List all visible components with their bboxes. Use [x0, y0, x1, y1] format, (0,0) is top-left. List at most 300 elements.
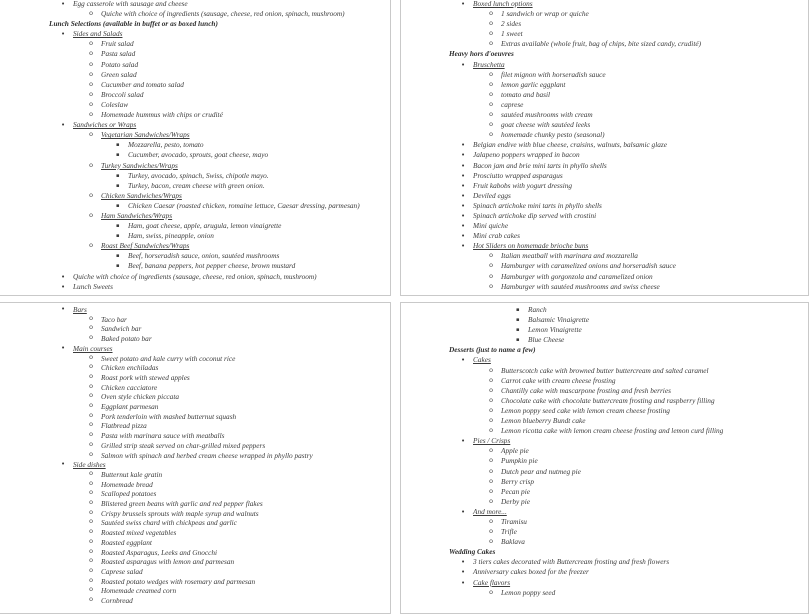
list-item-text: Anniversary cakes boxed for the freezer: [473, 567, 589, 577]
bullet-marker: o: [89, 596, 94, 605]
list-item: [449, 251, 761, 261]
list-item-text: filet mignon with horseradish sauce: [501, 69, 606, 79]
list-item: [49, 548, 366, 558]
bullet-marker: o: [489, 528, 494, 537]
list-item: [449, 130, 761, 140]
list-item: [49, 509, 366, 519]
list-item: [49, 480, 366, 490]
list-item: [49, 29, 366, 39]
bullet-marker: •: [461, 60, 466, 69]
list-item-text: Sides and Salads: [73, 29, 123, 39]
list-item: [49, 241, 366, 251]
list-item: [449, 588, 761, 598]
list-item-text: Deviled eggs: [473, 190, 511, 200]
list-item: [49, 9, 366, 19]
list-item-text: Baked potato bar: [101, 334, 152, 344]
list-item: [49, 251, 366, 261]
list-item: [49, 161, 366, 171]
bullet-marker: •: [461, 161, 466, 170]
list-item-text: Chicken Sandwiches/Wraps: [101, 190, 182, 200]
list-item-text: Italian meatball with marinara and mozzarella: [501, 251, 638, 261]
bullet-marker: o: [489, 262, 494, 271]
list-item: [49, 354, 366, 364]
list-item-text: Jalapeno poppers wrapped in bacon: [473, 150, 580, 160]
list-item-text: Oven style chicken piccata: [101, 392, 179, 402]
bullet-marker: o: [489, 477, 494, 486]
bullet-marker: o: [89, 431, 94, 440]
list-item-text: Chicken cacciatore: [101, 382, 158, 392]
list-item: [449, 305, 761, 315]
bullet-marker: •: [461, 232, 466, 241]
list-item: [449, 49, 761, 59]
bullet-marker: •: [61, 460, 66, 469]
list-item-text: Green salad: [101, 69, 137, 79]
list-item-text: Roasted mixed vegetables: [101, 528, 177, 538]
bullet-marker: o: [489, 30, 494, 39]
list-item: [449, 211, 761, 221]
list-item-text: Beef, horseradish sauce, onion, sautéed mushrooms: [128, 251, 280, 261]
list-item: [49, 460, 366, 470]
list-item-text: Homemade bread: [101, 479, 153, 489]
bullet-marker: •: [461, 0, 466, 8]
bullet-marker: o: [89, 479, 94, 488]
list-item: [49, 596, 366, 606]
bullet-marker: o: [89, 50, 94, 59]
list-item: [49, 191, 366, 201]
bullet-marker: o: [89, 242, 94, 251]
bullet-marker: o: [89, 324, 94, 333]
list-item: [449, 150, 761, 160]
list-item-text: Heavy hors d'oeuvres: [449, 49, 514, 59]
bullet-marker: o: [89, 518, 94, 527]
list-item: [49, 130, 366, 140]
bullet-marker: o: [489, 282, 494, 291]
list-item-text: Carrot cake with cream cheese frosting: [501, 375, 616, 385]
bullet-marker: o: [489, 588, 494, 597]
list-item: [449, 80, 761, 90]
bullet-marker: o: [489, 272, 494, 281]
bullet-marker: •: [461, 558, 466, 567]
bullet-marker: o: [89, 469, 94, 478]
document-page-top-right[interactable]: [400, 0, 809, 296]
page-content: [0, 303, 390, 606]
list-item-text: Roasted potato wedges with rosemary and parmesan: [101, 576, 256, 586]
list-item-text: Prosciutto wrapped asparagus: [473, 170, 563, 180]
bullet-marker: o: [89, 528, 94, 537]
list-item: [449, 467, 761, 477]
list-item-text: Mini quiche: [473, 221, 509, 231]
list-item: [449, 39, 761, 49]
list-item-text: Cake flavors: [473, 577, 511, 587]
list-item: [449, 507, 761, 517]
list-item: [449, 272, 761, 282]
list-item: [49, 80, 366, 90]
list-item-text: Extras available (whole fruit, bag of chips, bite sized candy, crudité): [501, 39, 702, 49]
list-item: [449, 120, 761, 130]
bullet-marker: o: [89, 363, 94, 372]
list-item-text: Hamburger with sautéed mushrooms and swiss cheese: [501, 281, 660, 291]
list-item-text: Chicken Caesar (roasted chicken, romaine lettuce, Caesar dressing, parmesan): [128, 200, 360, 210]
list-item-text: Potato salad: [101, 59, 139, 69]
list-item-text: 1 sandwich or wrap or quiche: [501, 9, 589, 19]
list-item: [449, 547, 761, 557]
list-item-text: Crispy brussels sprouts with maple syrup and walnuts: [101, 508, 259, 518]
list-item: [49, 150, 366, 160]
bullet-marker: o: [89, 576, 94, 585]
list-item-text: 1 sweet: [501, 29, 523, 39]
list-item-text: Salmon with spinach and herbed cream cheese wrapped in phyllo pastry: [101, 450, 313, 460]
list-item: [449, 376, 761, 386]
list-item: [449, 366, 761, 376]
bullet-marker: o: [489, 40, 494, 49]
list-item-text: Roasted asparagus with lemon and parmesan: [101, 557, 235, 567]
bullet-marker: o: [89, 131, 94, 140]
list-item-text: Coleslaw: [101, 99, 129, 109]
bullet-marker: o: [89, 60, 94, 69]
list-item: [49, 272, 366, 282]
list-item-text: Beef, banana peppers, hot pepper cheese, brown mustard: [128, 261, 296, 271]
list-item: [449, 110, 761, 120]
bullet-marker: ▪: [116, 172, 120, 179]
list-item-text: Chantilly cake with mascarpone frosting and fresh berries: [501, 385, 671, 395]
list-item: [49, 60, 366, 70]
list-item: [449, 241, 761, 251]
list-item: [49, 383, 366, 393]
bullet-marker: •: [461, 181, 466, 190]
bullet-marker: o: [89, 557, 94, 566]
bullet-marker: o: [89, 586, 94, 595]
bullet-marker: o: [489, 366, 494, 375]
bullet-marker: •: [461, 242, 466, 251]
list-item: [49, 39, 366, 49]
bullet-marker: o: [89, 566, 94, 575]
list-item-text: Spinach artichoke dip served with crostini: [473, 210, 597, 220]
bullet-marker: o: [89, 440, 94, 449]
bullet-marker: o: [489, 417, 494, 426]
list-item: [449, 60, 761, 70]
list-item: [49, 305, 366, 315]
list-item: [449, 446, 761, 456]
list-item: [449, 345, 761, 355]
list-item-text: Roasted eggplant: [101, 537, 152, 547]
bullet-marker: o: [89, 314, 94, 323]
bullet-marker: o: [89, 547, 94, 556]
list-item: [449, 436, 761, 446]
list-item-text: Ham Sandwiches/Wraps: [101, 210, 173, 220]
list-item-text: tomato and basil: [501, 89, 551, 99]
list-item-text: Cucumber, avocado, sprouts, goat cheese, mayo: [128, 150, 269, 160]
list-item-text: Roast pork with stewed apples: [101, 372, 190, 382]
list-item-text: Bars: [73, 305, 87, 314]
list-item-text: Quiche with choice of ingredients (sausage, cheese, red onion, spinach, mushroom): [101, 9, 345, 19]
list-item-text: Fruit salad: [101, 39, 134, 49]
bullet-marker: o: [89, 111, 94, 120]
bullet-marker: o: [489, 386, 494, 395]
list-item: [49, 324, 366, 334]
list-item-text: Mozzarella, pesto, tomato: [128, 140, 204, 150]
list-item: [49, 431, 366, 441]
list-item-text: Pumpkin pie: [501, 456, 538, 466]
list-item: [49, 557, 366, 567]
list-item: [49, 344, 366, 354]
list-item-text: Turkey Sandwiches/Wraps: [101, 160, 178, 170]
bullet-marker: o: [489, 111, 494, 120]
bullet-marker: o: [489, 487, 494, 496]
bullet-marker: •: [461, 578, 466, 587]
list-item-text: 2 sides: [501, 19, 522, 29]
bullet-marker: o: [489, 538, 494, 547]
list-item: [449, 497, 761, 507]
bullet-marker: •: [61, 282, 66, 291]
list-item-text: Pork tenderloin with mashed butternut squash: [101, 411, 237, 421]
list-item-text: Mini crab cakes: [473, 231, 521, 241]
list-item-text: Broccoli salad: [101, 89, 144, 99]
list-item: [49, 221, 366, 231]
list-item-text: homemade chunky pesto (seasonal): [501, 130, 605, 140]
bullet-marker: o: [89, 489, 94, 498]
list-item-text: Pies / Crisps: [473, 436, 511, 446]
bullet-marker: o: [489, 80, 494, 89]
list-item-text: Caprese salad: [101, 566, 143, 576]
list-item: [49, 451, 366, 461]
list-item: [449, 201, 761, 211]
bullet-marker: •: [461, 356, 466, 365]
bullet-marker: o: [89, 161, 94, 170]
list-item-text: Bacon jam and brie mini tarts in phyllo shells: [473, 160, 607, 170]
list-item-text: Lemon Vinaigrette: [528, 325, 582, 335]
list-item: [449, 191, 761, 201]
list-item-text: Scalloped potatoes: [101, 489, 157, 499]
list-item: [49, 90, 366, 100]
bullet-marker: o: [89, 450, 94, 459]
bullet-marker: •: [61, 30, 66, 39]
bullet-marker: ▪: [516, 327, 520, 334]
document-page-bottom-right[interactable]: [400, 302, 809, 614]
list-item: [449, 426, 761, 436]
bullet-marker: o: [489, 100, 494, 109]
list-item: [449, 100, 761, 110]
list-item-text: Spinach artichoke mini tarts in phyllo shells: [473, 200, 602, 210]
bullet-marker: ▪: [516, 307, 520, 313]
list-item: [449, 282, 761, 292]
bullet-marker: o: [489, 406, 494, 415]
list-item-text: Ham, goat cheese, apple, arugula, lemon vinaigrette: [128, 221, 282, 231]
list-item: [49, 567, 366, 577]
list-item: [49, 282, 366, 292]
list-item-text: Chocolate cake with chocolate buttercream frosting and raspberry filling: [501, 395, 715, 405]
list-item: [49, 0, 366, 9]
list-item: [49, 489, 366, 499]
list-item-text: Sandwiches or Wraps: [73, 120, 137, 130]
list-item-text: Pasta salad: [101, 49, 136, 59]
bullet-marker: ▪: [116, 233, 120, 240]
document-page-top-left[interactable]: [0, 0, 391, 296]
page-content: [401, 303, 808, 598]
list-item: [49, 412, 366, 422]
list-item-text: Lemon blueberry Bundt cake: [501, 416, 586, 426]
bullet-marker: ▪: [116, 182, 120, 189]
list-item: [449, 416, 761, 426]
list-item-text: Dutch pear and nutmeg pie: [501, 466, 581, 476]
list-item-text: Roast Beef Sandwiches/Wraps: [101, 241, 190, 251]
bullet-marker: ▪: [516, 317, 520, 324]
bullet-marker: o: [89, 499, 94, 508]
list-item: [449, 231, 761, 241]
bullet-marker: ▪: [116, 202, 120, 209]
list-item-text: Derby pie: [501, 496, 530, 506]
list-item: [49, 70, 366, 80]
bullet-marker: o: [489, 467, 494, 476]
document-page-bottom-left[interactable]: [0, 302, 391, 614]
bullet-marker: o: [89, 80, 94, 89]
list-item: [449, 487, 761, 497]
bullet-marker: o: [489, 10, 494, 19]
list-item: [449, 537, 761, 547]
list-item: [449, 181, 761, 191]
bullet-marker: •: [461, 201, 466, 210]
list-item-text: goat cheese with sautéed leeks: [501, 120, 591, 130]
bullet-marker: •: [461, 171, 466, 180]
list-item: [49, 231, 366, 241]
bullet-marker: ▪: [516, 337, 520, 344]
list-item-text: Grilled strip steak served on char-grilled mixed peppers: [101, 440, 266, 450]
list-item-text: Apple pie: [501, 446, 529, 456]
list-item-text: Egg casserole with sausage and cheese: [73, 0, 188, 8]
list-item: [449, 557, 761, 567]
list-item: [49, 402, 366, 412]
list-item: [49, 110, 366, 120]
list-item: [49, 49, 366, 59]
list-item: [449, 355, 761, 365]
bullet-marker: o: [489, 70, 494, 79]
list-item-text: Main courses: [73, 343, 113, 353]
bullet-marker: o: [89, 411, 94, 420]
bullet-marker: o: [89, 10, 94, 19]
list-item-text: Butternut kale gratin: [101, 469, 163, 479]
list-item-text: Cakes: [473, 355, 491, 365]
list-item-text: Cucumber and tomato salad: [101, 79, 184, 89]
list-item: [449, 9, 761, 19]
list-item: [449, 335, 761, 345]
list-item: [449, 171, 761, 181]
bullet-marker: •: [461, 191, 466, 200]
list-item-text: And more...: [473, 506, 507, 516]
list-item-text: Homemade creamed corn: [101, 586, 177, 596]
bullet-marker: o: [489, 517, 494, 526]
bullet-marker: ▪: [116, 263, 120, 270]
list-item: [449, 578, 761, 588]
bullet-marker: o: [489, 497, 494, 506]
bullet-marker: o: [489, 131, 494, 140]
list-item-text: Wedding Cakes: [449, 547, 496, 557]
bullet-marker: o: [489, 121, 494, 130]
list-item: [49, 171, 366, 181]
list-item: [49, 100, 366, 110]
list-item-text: Side dishes: [73, 460, 106, 470]
list-item: [49, 19, 366, 29]
list-item-text: sautéed mushrooms with cream: [501, 110, 593, 120]
list-item-text: Lemon ricotta cake with lemon cream cheese frosting and lemon curd filling: [501, 426, 724, 436]
list-item-text: Homemade hummus with chips or crudité: [101, 110, 223, 120]
list-item-text: Flatbread pizza: [101, 421, 147, 431]
list-item-text: caprese: [501, 99, 524, 109]
list-item-text: Sweet potato and kale curry with coconut rice: [101, 353, 236, 363]
list-item-text: Belgian endive with blue cheese, craisins, walnuts, balsamic glaze: [473, 140, 667, 150]
list-item-text: Fruit kabobs with yogurt dressing: [473, 180, 573, 190]
list-item-text: Trifle: [501, 527, 517, 537]
list-item: [449, 567, 761, 577]
list-item: [49, 577, 366, 587]
bullet-marker: •: [461, 222, 466, 231]
list-item: [449, 386, 761, 396]
bullet-marker: o: [89, 353, 94, 362]
list-item-text: Turkey, avocado, spinach, Swiss, chipotle mayo.: [128, 170, 269, 180]
bullet-marker: o: [89, 334, 94, 343]
list-item: [49, 392, 366, 402]
list-item: [49, 334, 366, 344]
list-item: [449, 90, 761, 100]
list-item-text: Pecan pie: [501, 486, 530, 496]
bullet-marker: o: [89, 392, 94, 401]
list-item-text: Berry crisp: [501, 476, 535, 486]
list-item: [49, 518, 366, 528]
list-item: [449, 261, 761, 271]
list-item-text: Lunch Selections (available in buffet or as boxed lunch): [49, 19, 218, 29]
list-item: [449, 0, 761, 9]
bullet-marker: o: [89, 372, 94, 381]
bullet-marker: ▪: [116, 152, 120, 159]
list-item: [49, 261, 366, 271]
bullet-marker: o: [89, 402, 94, 411]
bullet-marker: •: [61, 305, 66, 313]
bullet-marker: o: [489, 427, 494, 436]
list-item: [49, 470, 366, 480]
list-item-text: Lemon poppy seed cake with lemon cream cheese frosting: [501, 405, 670, 415]
list-item: [449, 140, 761, 150]
list-item-text: Hamburger with caramelized onions and horseradish sauce: [501, 261, 676, 271]
bullet-marker: ▪: [116, 223, 120, 230]
bullet-marker: •: [461, 568, 466, 577]
list-item-text: Ranch: [528, 305, 547, 314]
bullet-marker: o: [89, 421, 94, 430]
bullet-marker: •: [61, 0, 66, 8]
list-item: [449, 517, 761, 527]
bullet-marker: •: [461, 151, 466, 160]
list-item-text: Quiche with choice of ingredients (sausage, cheese, red onion, spinach, mushroom): [73, 271, 317, 281]
bullet-marker: o: [489, 20, 494, 29]
list-item: [49, 586, 366, 596]
list-item: [449, 161, 761, 171]
bullet-marker: •: [61, 121, 66, 130]
list-item: [49, 373, 366, 383]
list-item-text: Ham, swiss, pineapple, onion: [128, 231, 214, 241]
list-item: [49, 315, 366, 325]
list-item-text: 3 tiers cakes decorated with Buttercream frosting and fresh flowers: [473, 557, 670, 567]
list-item-text: Tiramisu: [501, 516, 527, 526]
list-item-text: Blue Cheese: [528, 335, 565, 345]
list-item-text: Vegetarian Sandwiches/Wraps: [101, 130, 190, 140]
bullet-marker: •: [461, 141, 466, 150]
list-item: [449, 396, 761, 406]
list-item: [449, 221, 761, 231]
bullet-marker: o: [89, 90, 94, 99]
page-content: [0, 0, 390, 292]
bullet-marker: o: [89, 100, 94, 109]
list-item: [49, 499, 366, 509]
bullet-marker: o: [89, 70, 94, 79]
bullet-marker: o: [489, 457, 494, 466]
list-item: [49, 201, 366, 211]
